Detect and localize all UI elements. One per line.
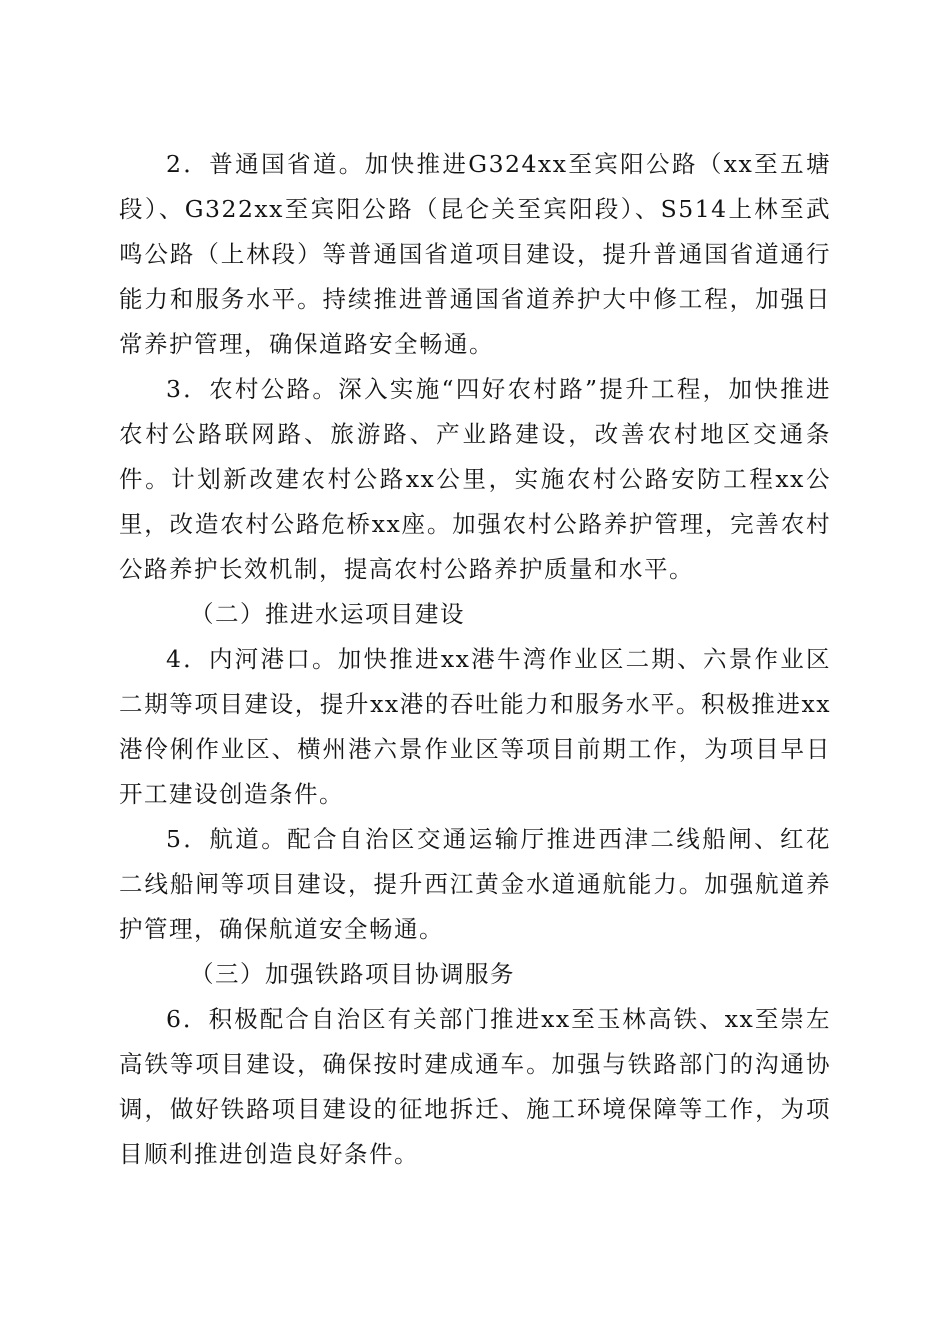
para-rural-roads: 3．农村公路。深入实施“四好农村路”提升工程，加快推进农村公路联网路、旅游路、产业路建设，改善农村地区交通条件。计划新改建农村公路xx公里，实施农村公路安防工程xx公里，改造农村公路危桥xx座。加强农村公路养护管理，完善农村公路养护长效机制，提高农村公路养护质量和水平。 xyxy=(119,375,831,583)
document-body xyxy=(119,142,831,1177)
heading-water-transport-text: （二）推进水运项目建设 xyxy=(190,600,465,628)
para-railway-projects: 6．积极配合自治区有关部门推进xx至玉林高铁、xx至崇左高铁等项目建设，确保按时建成通车。加强与铁路部门的沟通协调，做好铁路项目建设的征地拆迁、施工环境保障等工作，为项目顺利推进创造良好条件。 xyxy=(119,1005,831,1168)
heading-railway xyxy=(119,952,831,997)
para-waterways: 5．航道。配合自治区交通运输厅推进西津二线船闸、红花二线船闸等项目建设，提升西江黄金水道通航能力。加强航道养护管理，确保航道安全畅通。 xyxy=(119,825,831,943)
para-inland-ports: 4．内河港口。加快推进xx港牛湾作业区二期、六景作业区二期等项目建设，提升xx港的吞吐能力和服务水平。积极推进xx港伶俐作业区、横州港六景作业区等项目前期工作，为项目早日开工建设创造条件。 xyxy=(119,645,831,808)
heading-railway-text: （三）加强铁路项目协调服务 xyxy=(190,960,515,988)
para-national-provincial-roads: 2．普通国省道。加快推进G324xx至宾阳公路（xx至五塘段）、G322xx至宾阳公路（昆仑关至宾阳段）、S514上林至武鸣公路（上林段）等普通国省道项目建设，提升普通国省道通行能力和服务水平。持续推进普通国省道养护大中修工程，加强日常养护管理，确保道路安全畅通。 xyxy=(119,150,831,358)
heading-water-transport xyxy=(119,592,831,637)
